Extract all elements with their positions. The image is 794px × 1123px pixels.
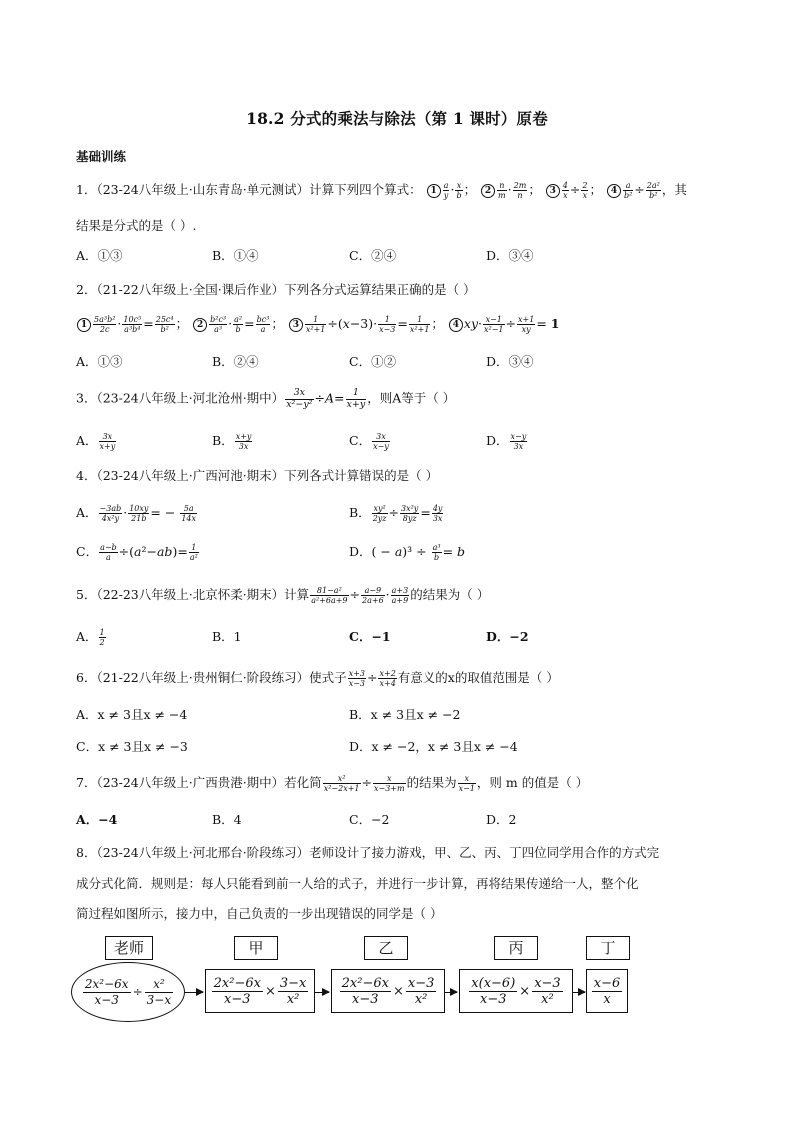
q6-option-a[interactable]: A．x ≠ 3且x ≠ −4 <box>76 707 188 722</box>
label-jia: 甲 <box>234 936 278 960</box>
circle-1-icon: 1 <box>77 318 91 332</box>
q8-line3: 简过程如图所示，接力中，自己负责的一步出现错误的同学是（ ） <box>76 906 443 921</box>
q6-option-c[interactable]: C．x ≠ 3且x ≠ −3 <box>76 739 188 754</box>
circle-1-icon: 1 <box>427 184 441 198</box>
q2-option-d[interactable]: D．③④ <box>486 354 534 369</box>
q1-option-b[interactable]: B．①④ <box>212 248 259 263</box>
q7-option-b[interactable]: B．4 <box>212 812 242 827</box>
q4-option-b[interactable]: B． $\frac{\text{xy²}}{2yz}$ ÷ $\frac{\text{3x²y}}{8yz}$ = $\frac{4y}{3x}$ <box>349 504 443 523</box>
q2-formulas: 1 $\frac{\text{5a³b²}}{2c}$ · $\frac{\text{10c⁵}}{\text{a³b⁴}}$ = $\frac{\text{25c⁴}}{\text{b²}}$ ； 2 $\frac{\text{b²c³}}{\text{a³}}$ · $\frac{\text{a²}}{b}$ = $\frac{\text{bc³}}{a}$ ； 3 $\frac{1}{\text{x²+1}}$ ÷(x−3)· $\frac{1}{x-3}$ = $\frac{1}{\text{x²+1}}$ ； 4 xy· $\frac{x-1}{\text{x²−1}}$ ÷ $\frac{x+1}{xy}$ = 1 <box>76 314 559 334</box>
yi-expression: 2x²−6x x−3 × x−3 x² <box>331 969 445 1013</box>
q2-option-b[interactable]: B．②④ <box>212 354 259 369</box>
question-6: 6．（21-22八年级上·贵州铜仁·阶段练习）使式子 $\frac{x+3}{x-3}$ ÷ $\frac{x+2}{x+4}$ 有意义的x的取值范围是（ ） <box>76 669 559 688</box>
bing-expression: x(x−6) x−3 × x−3 x² <box>459 969 573 1013</box>
q6-prefix: 6．（21-22八年级上·贵州铜仁·阶段练习）使式子 <box>76 670 347 685</box>
q5-prefix: 5．（22-23八年级上·北京怀柔·期末）计算 <box>76 587 310 602</box>
q3-suffix: ，则A等于（ ） <box>367 390 456 406</box>
q6-option-d[interactable]: D．x ≠ −2，x ≠ 3且x ≠ −4 <box>349 739 518 754</box>
q1-prefix: 1．（23-24八年级上·山东青岛·单元测试）计算下列四个算式： <box>76 182 422 197</box>
circle-4-icon: 4 <box>607 184 621 198</box>
section-heading: 基础训练 <box>76 149 127 164</box>
q1-line2: 结果是分式的是（ ）. <box>76 218 197 233</box>
question-5: 5．（22-23八年级上·北京怀柔·期末）计算 $\frac{\text{81−a²}}{\text{a²+6a+9}}$ ÷ $\frac{a-9}{2a+6}$ · $\frac{a+3}{a+9}$ 的结果为（ ） <box>76 586 490 605</box>
circle-2-icon: 2 <box>193 318 207 332</box>
q3-option-c[interactable]: C． $\frac{3x}{x-y}$ <box>349 432 389 451</box>
label-bing: 丙 <box>494 936 538 960</box>
q2-option-a[interactable]: A．①③ <box>76 354 123 369</box>
arrow-icon <box>185 992 203 993</box>
circle-3-icon: 3 <box>289 318 303 332</box>
q5-option-c[interactable]: C．−1 <box>349 629 391 644</box>
circle-4-icon: 4 <box>449 318 463 332</box>
q2-stem: 2．（21-22八年级上·全国·课后作业）下列各分式运算结果正确的是（ ） <box>76 282 476 297</box>
q4-option-a[interactable]: A． $\frac{-3ab}{\text{4x²y}}$ · $\frac{10xy}{21b}$ = − $\frac{5a}{14x}$ <box>76 504 197 523</box>
q7-option-d[interactable]: D．2 <box>486 812 517 827</box>
arrow-icon <box>445 992 457 993</box>
q4-stem: 4．（23-24八年级上·广西河池·期末）下列各式计算错误的是（ ） <box>76 468 439 483</box>
q7-prefix: 7．（23-24八年级上·广西贵港·期中）若化简 <box>76 775 322 790</box>
q6-suffix: 有意义的x的取值范围是（ ） <box>397 670 559 685</box>
q8-line1: 8．（23-24八年级上·河北邢台·阶段练习）老师设计了接力游戏，甲、乙、丙、丁四位同学用合作的方式完 <box>76 845 660 860</box>
q1-option-a[interactable]: A．①③ <box>76 248 123 263</box>
q3-prefix: 3．（23-24八年级上·河北沧州·期中） <box>76 390 285 406</box>
q3-option-a[interactable]: A． $\frac{3x}{x+y}$ <box>76 432 116 451</box>
page-title: 18.2 分式的乘法与除法（第 1 课时）原卷 <box>246 109 548 128</box>
q3-option-b[interactable]: B． $\frac{x+y}{3x}$ <box>212 432 252 451</box>
question-7: 7．（23-24八年级上·广西贵港·期中）若化简 $\frac{\text{x²}}{\text{x²−2x+1}}$ ÷ $\frac{x}{x-3+m}$ 的结果为 $\frac{x}{x-1}$ ，则 m 的值是（ ） <box>76 774 589 793</box>
label-ding: 丁 <box>586 936 630 960</box>
q2-option-c[interactable]: C．①② <box>349 354 397 369</box>
label-teacher: 老师 <box>105 936 153 960</box>
q5-option-b[interactable]: B．1 <box>212 629 242 644</box>
q5-suffix: 的结果为（ ） <box>410 587 490 602</box>
q7-option-c[interactable]: C．−2 <box>349 812 390 827</box>
label-yi: 乙 <box>364 936 408 960</box>
q3-option-d[interactable]: D． $\frac{x-y}{3x}$ <box>486 432 527 451</box>
q1-option-c[interactable]: C．②④ <box>349 248 397 263</box>
q6-option-b[interactable]: B．x ≠ 3且x ≠ −2 <box>349 707 461 722</box>
q8-line2: 成分式化简．规则是：每人只能看到前一人给的式子，并进行一步计算，再将结果传递给一人，整个化 <box>76 876 639 891</box>
jia-expression: 2x²−6x x−3 × 3−x x² <box>205 969 315 1013</box>
q7-suffix: ，则 m 的值是（ ） <box>476 775 589 790</box>
arrow-icon <box>573 992 585 993</box>
q1-suffix: ，其 <box>661 182 687 197</box>
q5-option-a[interactable]: A． $\frac{1}{2}$ <box>76 628 105 647</box>
question-3: 3．（23-24八年级上·河北沧州·期中） $\frac{3x}{\text{x²−y²}}$ ÷A= $\frac{1}{x+y}$ ，则A等于（ ） <box>76 387 456 410</box>
question-1: 1．（23-24八年级上·山东青岛·单元测试）计算下列四个算式： 1 $\frac{a}{y}$ · $\frac{x}{b}$ ； 2 $\frac{n}{m}$ · $\frac{2m}{n}$ ； 3 $\frac{4}{x}$ ÷ $\frac{2}{x}$ ； 4 $\frac{a}{\text{b²}}$ ÷ $\frac{\text{2a²}}{\text{b²}}$ ，其 <box>76 181 687 200</box>
teacher-expression: $\frac{\text{2x²−6x}}{x-3}$ ÷ $\frac{\text{x²}}{3-x}$ <box>71 962 185 1022</box>
ding-expression: x−6 x <box>586 969 628 1013</box>
q4-option-c[interactable]: C． $\frac{a-b}{a}$ ÷(a²−ab)= $\frac{1}{\text{a²}}$ <box>76 543 198 562</box>
circle-2-icon: 2 <box>481 184 495 198</box>
q7-middle: 的结果为 <box>406 775 457 790</box>
q7-option-a[interactable]: A．−4 <box>76 812 118 827</box>
q1-option-d[interactable]: D．③④ <box>486 248 534 263</box>
circle-3-icon: 3 <box>546 184 560 198</box>
q4-option-d[interactable]: D．( − a)³ ÷ $\frac{\text{a³}}{b}$ = b <box>349 543 466 562</box>
q5-option-d[interactable]: D．−2 <box>486 629 529 644</box>
arrow-icon <box>315 992 329 993</box>
